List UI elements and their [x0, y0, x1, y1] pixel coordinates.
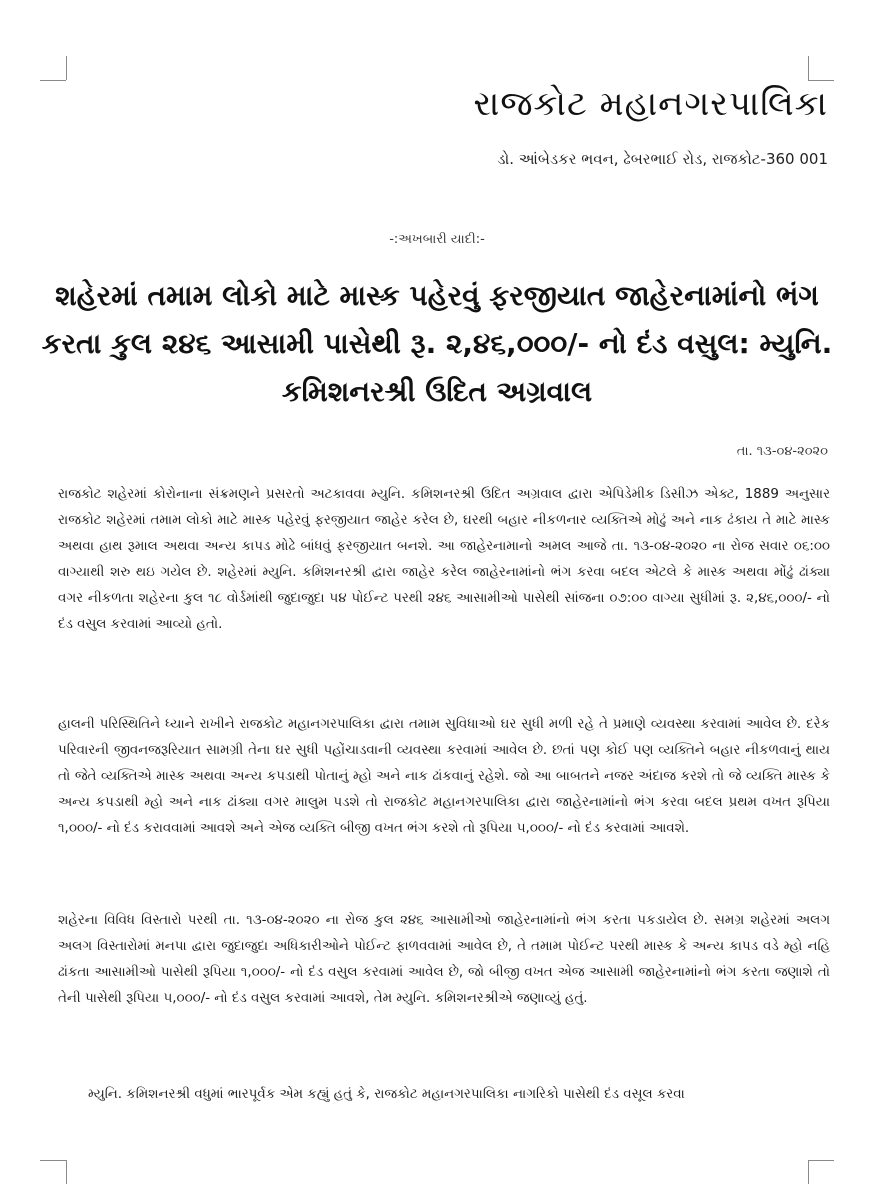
press-release-label: -:અખબારી યાદી:-	[389, 232, 485, 247]
release-date: તા. ૧૩-૦૪-૨૦૨૦	[736, 444, 828, 459]
body-paragraph-4: મ્યુનિ. કમિશનરશ્રી વધુમાં ભારપૂર્વક એમ કહ્યું હતું કે, રાજકોટ મહાનગરપાલિકા નાગરિકો પાસેથી દંડ વસૂલ કરવા	[88, 1087, 685, 1102]
organization-name: રાજકોટ મહાનગરપાલિકા	[473, 84, 828, 124]
crop-mark-bottom-left-vertical	[66, 1160, 67, 1184]
crop-mark-bottom-left-horizontal	[40, 1160, 66, 1161]
organization-address: ડો. આંબેડકર ભવન, ઢેબરભાઈ રોડ, રાજકોટ-360 001	[497, 150, 828, 168]
crop-mark-bottom-right-horizontal	[808, 1160, 834, 1161]
crop-mark-top-left-vertical	[66, 56, 67, 80]
crop-mark-top-right-horizontal	[808, 80, 834, 81]
body-paragraph-1: રાજકોટ શહેરમાં કોરોનાના સંક્રમણને પ્રસરતો અટકાવવા મ્યુનિ. કમિશનરશ્રી ઉદિત અગ્રવાલ દ્વારા એપિડેમીક ડિસીઝ એક્ટ, 1889 અનુસાર રાજકોટ શહેરમાં તમામ લોકો માટે માસ્ક પહેરવું ફરજીયાત જાહેર કરેલ છે, ઘરથી બહાર નીકળનાર વ્યક્તિએ મોઢું અને નાક ઢંકાય તે માટે માસ્ક અથવા હાથ રૂમાલ અથવા અન્ય કાપડ મોઢે બાંધવું ફરજીયાત બનશે. આ જાહેરનામાનો અમલ આજે તા. ૧૩-૦૪-૨૦૨૦ ના રોજ સવાર ૦૬:૦૦ વાગ્યાથી શરુ થઇ ગયેલ છે. શહેરમાં મ્યુનિ. કમિશનરશ્રી દ્વારા જાહેર કરેલ જાહેરનામાંનો ભંગ કરવા બદલ એટલે કે માસ્ક અથવા મોંઢું ઢાંક્યા વગર નીકળતા શહેરના કુલ ૧૮ વોર્ડમાંથી જુદાજુદા ૫૪ પોઈન્ટ પરથી ૨૪૬ આસામીઓ પાસેથી સાંજના ૦૭:૦૦ વાગ્યા સુધીમાં રૂ. ૨,૪૬,૦૦૦/- નો દંડ વસુલ કરવામાં આવ્યો હતો.	[58, 487, 830, 632]
body-paragraph-2: હાલની પરિસ્થિતિને ધ્યાને રાખીને રાજકોટ મહાનગરપાલિકા દ્વારા તમામ સુવિધાઓ ઘર સુધી મળી રહે તે પ્રમાણે વ્યવસ્થા કરવામાં આવેલ છે. દરેક પરિવારની જીવનજરૂરિયાત સામગ્રી તેના ઘર સુધી પહોંચાડવાની વ્યવસ્થા કરવામાં આવેલ છે. છતાં પણ કોઈ પણ વ્યક્તિને બહાર નીકળવાનું થાય તો જેતે વ્યક્તિએ માસ્ક અથવા અન્ય કપડાથી પોતાનું મ્હો અને નાક ઢાંકવાનું રહેશે. જો આ બાબતને નજર અંદાજ કરશે તો જે વ્યક્તિ માસ્ક કે અન્ય કપડાથી મ્હો અને નાક ઢાંક્યા વગર માલુમ પડશે તો રાજકોટ મહાનગરપાલિકા દ્વારા જાહેરનામાંનો ભંગ કરવા બદલ પ્રથમ વખત રૂપિયા ૧,૦૦૦/- નો દંડ કરાવવામાં આવશે અને એજ વ્યક્તિ બીજી વખત ભંગ કરશે તો રૂપિયા ૫,૦૦૦/- નો દંડ કરવામાં આવશે.	[58, 717, 830, 836]
crop-mark-top-left-horizontal	[40, 80, 66, 81]
crop-mark-top-right-vertical	[808, 56, 809, 80]
body-paragraph-3: શહેરના વિવિધ વિસ્તારો પરથી તા. ૧૩-૦૪-૨૦૨૦ ના રોજ કુલ ૨૪૬ આસામીઓ જાહેરનામાંનો ભંગ કરતા પકડાયેલ છે. સમગ્ર શહેરમાં અલગ અલગ વિસ્તારોમાં મનપા દ્વારા જુદાજુદા અધિકારીઓને પોઈન્ટ ફાળવવામાં આવેલ છે, તે તમામ પોઈન્ટ પરથી માસ્ક કે અન્ય કાપડ વડે મ્હો નહિ ઢાંકતા આસામીઓ પાસેથી રૂપિયા ૧,૦૦૦/- નો દંડ વસુલ કરવામાં આવેલ છે, જો બીજી વખત એજ આસામી જાહેરનામાંનો ભંગ કરતા જણાશે તો તેની પાસેથી રૂપિયા ૫,૦૦૦/- નો દંડ વસુલ કરવામાં આવશે, તેમ મ્યુનિ. કમિશનરશ્રીએ જણાવ્યું હતું.	[58, 913, 830, 1006]
crop-mark-bottom-right-vertical	[808, 1160, 809, 1184]
headline: શહેરમાં તમામ લોકો માટે માસ્ક પહેરવું ફરજીયાત જાહેરનામાંનો ભંગ કરતા કુલ ૨૪૬ આસામી પાસેથી રૂ. ૨,૪૬,૦૦૦/- નો દંડ વસુલ: મ્યુનિ. કમિશનરશ્રી ઉદિત અગ્રવાલ	[41, 279, 833, 408]
